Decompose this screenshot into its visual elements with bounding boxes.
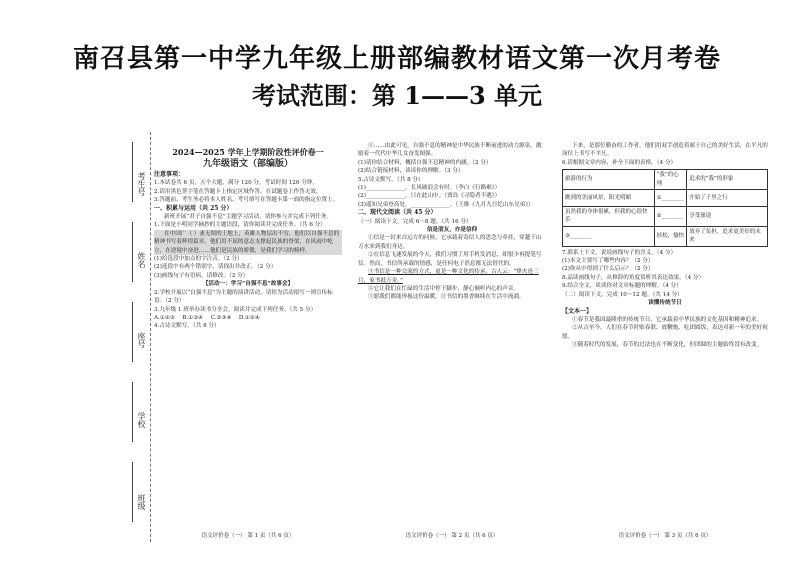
table-cell: 开始了千里之行 (687, 190, 768, 207)
reading-passage: 在中国广（ ）袤无垠的土地上，英雄人物层出不穷，他们以自强不息的精神书写着辉煌篇章。他们用不屈的意志支撑起民族的脊梁，在风雨中屹立，在逆境中奋进……他们是民族的骄傲，是我们学习的榜样。 (154, 230, 342, 255)
binding-label: 班级 (137, 494, 146, 510)
fill-line: (1)______________，长风破浪会有时。（李白《行路难》） (358, 185, 501, 192)
article-title: 读懂传统节日 (648, 300, 682, 307)
page-footer: 语文评价卷（一） 第 2 页（共 6 页） (405, 532, 499, 539)
binding-line (132, 382, 133, 442)
sub-question: (2)选段中有两个错别字，请找出并改正。（2 分） (154, 264, 277, 271)
scanned-exam-sheet (112, 132, 774, 542)
task-heading: 【活动一：学习“自强不息”故事会】 (202, 281, 294, 288)
question: 1.下面是小明同学摘抄的主题语段，请你阅读并完成任务。（共 6 分） (154, 222, 326, 229)
exam-title: 2024—2025 学年上学期阶段性评价卷一 (172, 147, 324, 157)
reading-instruction: （一）阅读下文，完成 6～8 题。（共 16 分） (358, 218, 472, 225)
exam-page-2 (358, 132, 546, 542)
table-cell: ③________ (563, 226, 655, 246)
binding-line (132, 142, 133, 202)
article-paragraph: ①春节是我国最隆重的传统节日，它承载着中华民族的文化基因和精神追求。 (572, 316, 763, 323)
table-cell: 轻松，愉快 (654, 226, 687, 246)
exam-scope-subtitle: 考试范围：第 1——3 单元 (251, 81, 543, 110)
answer-options (154, 314, 342, 322)
article-paragraph: ④它让我们在忙碌的生活中停下脚步，静心倾听内心的声音。 (368, 285, 520, 292)
notice-item: 2.请用黑色签字笔在答题卡上指定区域作答，在试题卷上作答无效。 (154, 188, 322, 195)
question: 2.学校开展以“自强不息”为主题的演讲活动，请你为活动拟写一则宣传标语。（2 分） (154, 289, 333, 305)
question: 9.结合全文，谈谈你对文章标题的理解。（4 分） (562, 283, 682, 290)
binding-line (132, 302, 133, 362)
answer-table (562, 169, 768, 246)
section-heading: 二、现代文阅读（共 45 分） (358, 209, 437, 217)
binding-label: 考生号 (137, 172, 146, 196)
question: 4.古诗文默写。（共 8 分） (154, 323, 220, 330)
sub-question: (3)画线句子有语病，请修改。（2 分） (154, 272, 249, 279)
table-header-cell: 旅游的行为 (563, 170, 655, 190)
option: B.①③④ (182, 314, 204, 321)
notice-item: 3.答题前，考生务必将本人姓名、考号填写在答题卡第一面的指定位置上。 (154, 197, 339, 204)
page-footer: 语文评价卷（一） 第 3 页（共 6 页） (618, 532, 712, 539)
article-paragraph: ②在信息飞速发展的今天，我们习惯了用手机发消息，却很少再提笔写信。然而，书信所承载的情感，是任何电子消息都无法替代的。 (358, 252, 542, 267)
paragraph: ④……由此可见，自强不息的精神是中华民族不断前进的动力源泉，激励着一代代中华儿女奋发图强。 (358, 143, 542, 158)
article-paragraph: ③随着时代的发展，春节的过法也在不断变化，但团圆的主题始终没有改变。 (572, 342, 763, 349)
question: 5.古诗文默写。（共 8 分） (358, 176, 424, 183)
question: 3.九年级 1 班举办读书分享会，阅读并完成下列任务。（共 5 分） (154, 306, 317, 313)
question: 8.品读画线句子，从修辞的角度赏析其表达效果。（4 分） (562, 274, 705, 281)
article-paragraph: ①信是一封来自远方的问候，它承载着寄信人的思念与牵挂，穿越千山万水来到我们身边。 (358, 235, 542, 250)
exam-page-1 (154, 132, 342, 542)
notice-title: 注意事项： (154, 171, 185, 178)
table-row (563, 190, 768, 207)
exam-subtitle: 九年级语文（部编版） (202, 159, 293, 169)
option: A.①②③ (154, 314, 175, 321)
binding-label: 姓名 (137, 252, 146, 268)
question: 6.请根据文章内容，补全下面的表格。（4 分） (562, 159, 677, 166)
table-cell: 放弃了负担，追求更美好的未来 (687, 226, 768, 246)
table-header-cell: “我”的心理 (654, 170, 687, 190)
table-row (563, 207, 768, 227)
table-cell: 瞧到的美丽风景，阳光明媚 (563, 190, 655, 207)
sub-question: (1)请你结合材料，概括自强不息精神的内涵。（2 分） (358, 159, 492, 166)
table-header-row (563, 170, 768, 190)
sub-question: (1)本文主要写了哪些内容？（2 分） (562, 258, 654, 265)
table-header-cell: 追求的“我”的形象 (687, 170, 768, 190)
notice-item: 1.本试卷共 6 页，五个大题，满分 120 分，考试时间 120 分钟。 (154, 180, 318, 187)
paragraph: 下来，是那位勤奋的工作者，他们用双手创造着属于自己的美好生活，在平凡的岗位上书写不平凡。 (562, 143, 768, 158)
table-cell: ②________ (654, 207, 687, 227)
option: D.①②④ (238, 314, 260, 321)
binding-label: 座号 (137, 332, 146, 348)
binding-label: 学校 (137, 412, 146, 428)
sub-question: (2)结合链接材料，谈谈你的理解。（3 分） (358, 168, 464, 175)
article-paragraph: ②从古至今，人们在春节时贴春联、放鞭炮、吃团圆饭，表达对新一年的美好祝愿。 (562, 325, 768, 340)
activity-intro: 新班开展“君子自强不息”主题学习活动，请你参与并完成下列任务。 (164, 214, 332, 221)
binding-line (132, 462, 133, 522)
exam-page-3 (562, 132, 768, 542)
document-title: 南召县第一中学九年级上册部编教材语文第一次月考卷 (72, 44, 721, 74)
option: C.②③④ (210, 314, 232, 321)
fill-line: (2)______________，只在此山中。（贾岛《寻隐者不遇》） (358, 193, 501, 200)
article-paragraph: ⑤愿我们都能珍视这份温暖，让书信的墨香继续在生活中流淌。 (368, 294, 525, 301)
table-cell: 享受旅途 (687, 207, 768, 227)
sub-question: (1)给选段中加点的字注音。（2 分） (154, 256, 243, 263)
article-title: 信是朋友，亦是信仰 (426, 227, 478, 234)
binding-line (132, 222, 133, 282)
table-row (563, 226, 768, 246)
table-cell: ①________ (654, 190, 687, 207)
table-cell: 虽然我的身体很累，但我的心很快乐 (563, 207, 655, 227)
section-heading: 一、积累与运用（共 25 分） (154, 204, 233, 212)
text-tag: 【文本一】 (562, 307, 593, 315)
fill-line: (3)遥知兄弟登高处，______________。（王维《九月九日忆山东兄弟》） (358, 201, 534, 208)
reading-instruction: （二）阅读下文，完成 10～12 题。（共 14 分） (562, 291, 683, 298)
question: 7.联系上下文，说说画线句子的含义。（4 分） (562, 249, 677, 256)
sub-question: (2)你从中得到了什么启示？（2 分） (562, 266, 654, 273)
page-footer: 语文评价卷（一） 第 1 页（共 6 页） (201, 532, 295, 539)
binding-margin (112, 132, 151, 542)
article-paragraph: ③书信是一种交流的方式，更是一种文化的传承。古人云：“烽火连三月，家书抵万金。” (358, 269, 539, 284)
